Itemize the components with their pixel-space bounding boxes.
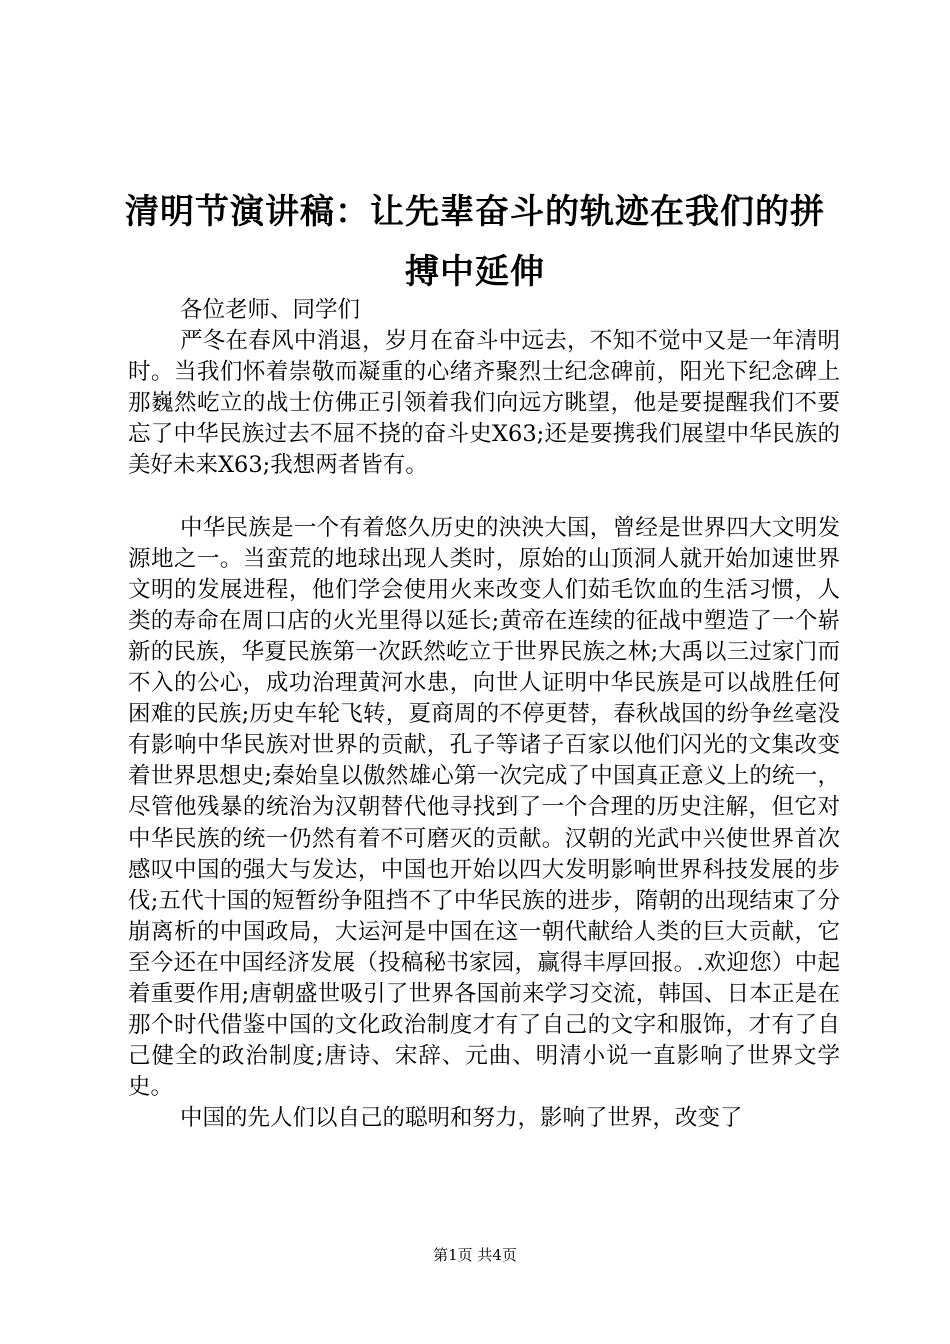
paragraph-2: 中华民族是一个有着悠久历史的泱泱大国，曾经是世界四大文明发源地之一。当蛮荒的地球出现人类时，原始的山顶洞人就开始加速世界文明的发展进程，他们学会使用火来改变人们茹毛饮血的生活习惯，人类的寿命在周口店的火光里得以延长;黄帝在连续的征战中塑造了一个崭新的民族，华夏民族第一次跃然屹立于世界民族之林;大禹以三过家门而不入的公心，成功治理黄河水患，向世人证明中华民族是可以战胜任何困难的民族;历史车轮飞转，夏商周的不停更替，春秋战国的纷争丝毫没有影响中华民族对世界的贡献，孔子等诸子百家以他们闪光的文集改变着世界思想史;秦始皇以傲然雄心第一次完成了中国真正意义上的统一，尽管他残暴的统治为汉朝替代他寻找到了一个合理的历史注解，但它对中华民族的统一仍然有着不可磨灭的贡献。汉朝的光武中兴使世界首次感叹中国的强大与发达，中国也开始以四大发明影响世界科技发展的步伐;五代十国的短暂纷争阻挡不了中华民族的进步，隋朝的出现结束了分崩离析的中国政局，大运河是中国在这一朝代献给人类的巨大贡献，它至今还在中国经济发展（投稿秘书家园，赢得丰厚回报。.欢迎您）中起着重要作用;唐朝盛世吸引了世界各国前来学习交流，韩国、日本正是在那个时代借鉴中国的文化政治制度才有了自己的文字和服饰，才有了自己健全的政治制度;唐诗、宋辞、元曲、明清小说一直影响了世界文学史。	[128, 514, 840, 1101]
page-number-footer: 第1页 共4页	[433, 1246, 517, 1264]
paragraph-1: 严冬在春风中消退，岁月在奋斗中远去，不知不觉中又是一年清明时。当我们怀着崇敬而凝重的心绪齐聚烈士纪念碑前，阳光下纪念碑上那巍然屹立的战士仿佛正引领着我们向远方眺望，他是要提醒我们不要忘了中华民族过去不屈不挠的奋斗史X63;还是要携我们展望中华民族的美好未来X63;我想两者皆有。	[128, 328, 840, 479]
paragraph-spacer	[128, 482, 840, 513]
document-body	[128, 295, 840, 1134]
document-title: 清明节演讲稿：让先辈奋斗的轨迹在我们的拼搏中延伸	[125, 192, 825, 292]
paragraph-3: 中国的先人们以自己的聪明和努力，影响了世界，改变了	[180, 1105, 743, 1132]
salutation: 各位老师、同学们	[180, 297, 361, 323]
